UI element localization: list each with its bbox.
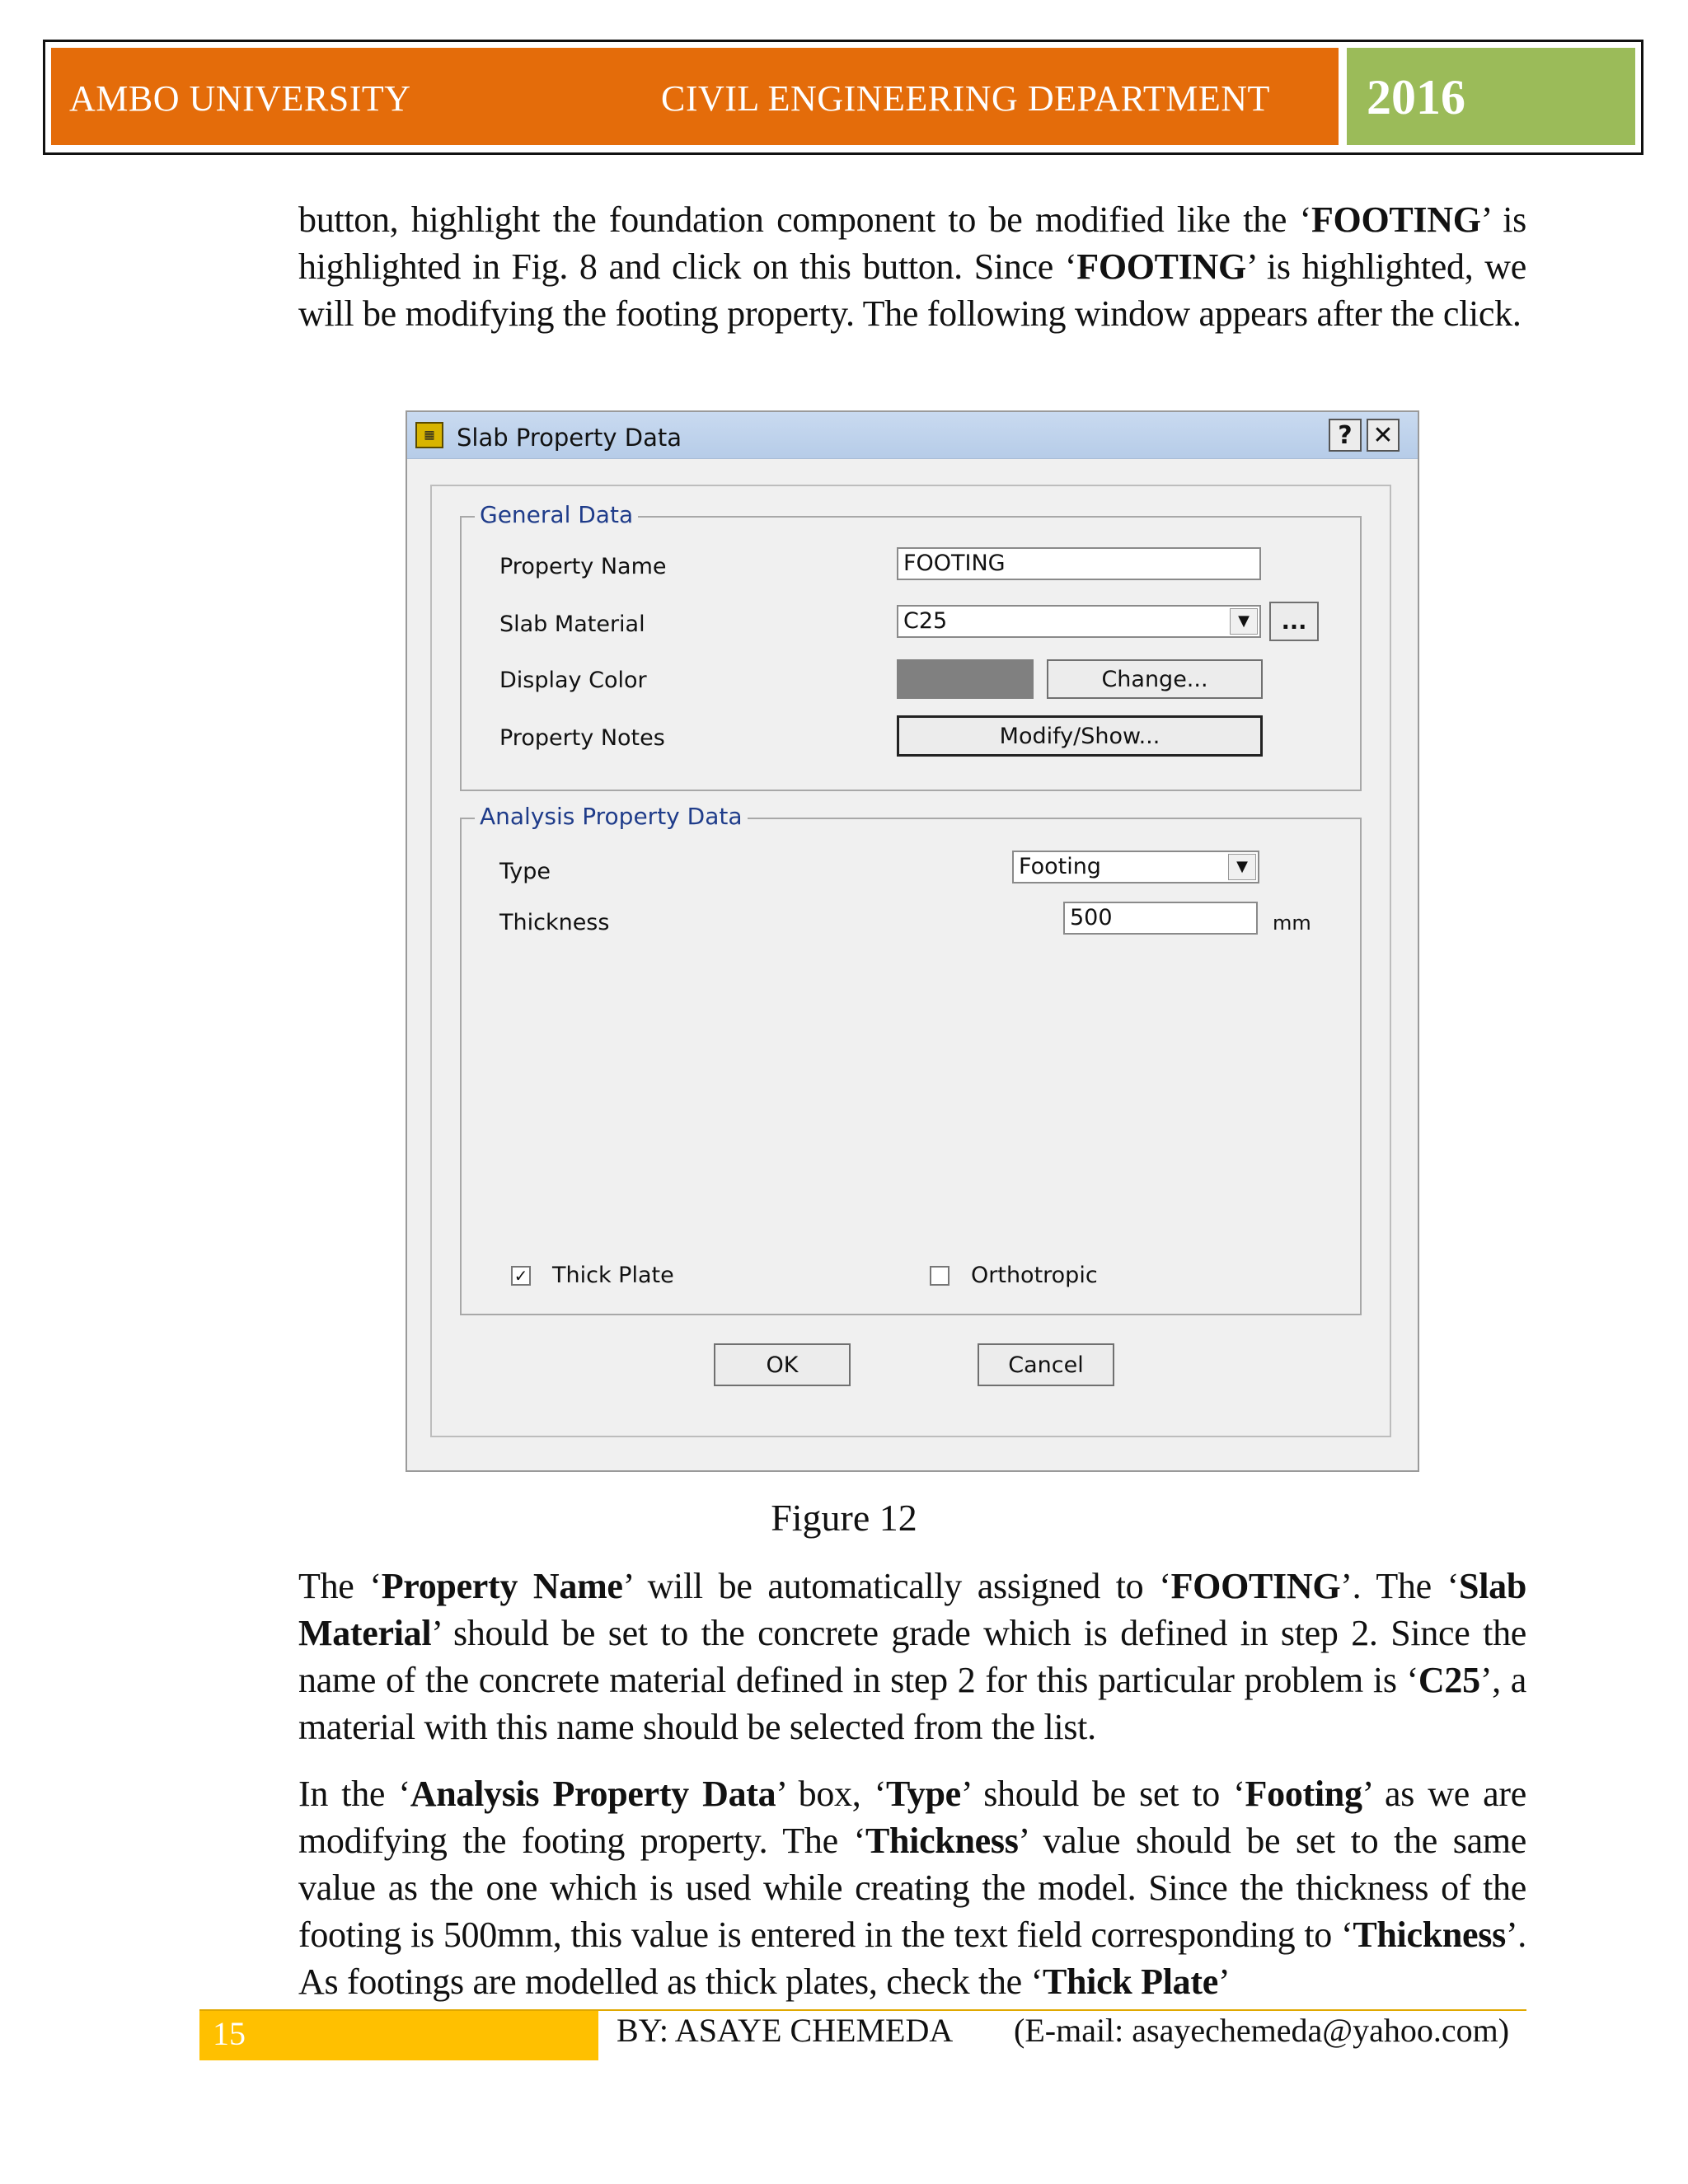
cancel-button[interactable]: Cancel	[978, 1343, 1114, 1386]
header-department: CIVIL ENGINEERING DEPARTMENT	[661, 78, 1270, 119]
dialog-content	[430, 485, 1391, 1437]
app-icon: ▦	[415, 422, 443, 448]
display-color-label: Display Color	[499, 668, 647, 693]
thickness-input[interactable]: 500	[1063, 902, 1258, 935]
chevron-down-icon[interactable]: ▼	[1228, 854, 1256, 880]
analysis-paragraph: In the ‘Analysis Property Data’ box, ‘Type’ should be set to ‘Footing’ as we are modifying the footing property. The ‘Thickness’ value should be set to the same value as the one which is used while creating the model. Since the thickness of the footing is 500mm, this value is entered in the text field corresponding to ‘Thickness’. As footings are modelled as thick plates, check the ‘Thick Plate’	[298, 1774, 1526, 2002]
footer-email: (E-mail: asayechemeda@yahoo.com)	[1014, 2012, 1510, 2049]
thickness-unit: mm	[1273, 912, 1311, 935]
thick-plate-label: Thick Plate	[552, 1263, 674, 1288]
change-color-button[interactable]: Change...	[1047, 659, 1263, 699]
footer-author: BY: ASAYE CHEMEDA	[617, 2012, 954, 2049]
thickness-label: Thickness	[499, 910, 610, 935]
general-data-legend: General Data	[475, 501, 638, 528]
ok-button[interactable]: OK	[714, 1343, 851, 1386]
slab-material-select[interactable]	[897, 605, 1261, 638]
slab-material-label: Slab Material	[499, 612, 645, 637]
header-year-box	[1347, 48, 1635, 145]
property-name-label: Property Name	[499, 554, 667, 579]
general-data-group	[460, 501, 1362, 791]
chevron-down-icon[interactable]: ▼	[1230, 608, 1258, 635]
close-button[interactable]: ✕	[1367, 419, 1400, 452]
type-value: Footing	[1019, 854, 1101, 879]
property-name-input[interactable]: FOOTING	[897, 547, 1261, 580]
analysis-data-group	[460, 803, 1362, 1315]
header-year: 2016	[1367, 70, 1465, 124]
analysis-data-legend: Analysis Property Data	[475, 803, 748, 830]
dialog-title: Slab Property Data	[457, 424, 682, 452]
figure-caption: Figure 12	[771, 1497, 917, 1539]
slab-property-dialog	[406, 410, 1419, 1472]
slab-material-value: C25	[903, 608, 948, 634]
orthotropic-label: Orthotropic	[971, 1263, 1098, 1288]
help-button[interactable]: ?	[1329, 419, 1362, 452]
intro-paragraph: button, highlight the foundation component to be modified like the ‘FOOTING’ is highlighted in Fig. 8 and click on this button. Since ‘FOOTING’ is highlighted, we will be modifying the footing property. The following window appears after the click.	[298, 199, 1526, 334]
property-notes-label: Property Notes	[499, 725, 665, 751]
dialog-titlebar[interactable]	[407, 412, 1418, 459]
type-select[interactable]	[1012, 851, 1259, 883]
type-label: Type	[499, 859, 551, 884]
modify-show-button[interactable]: Modify/Show...	[897, 715, 1263, 757]
header-banner	[51, 48, 1339, 145]
orthotropic-checkbox[interactable]	[930, 1266, 950, 1286]
thick-plate-checkbox[interactable]: ✓	[511, 1266, 531, 1286]
header-university: AMBO UNIVERSITY	[69, 78, 411, 119]
material-more-button[interactable]: ...	[1269, 602, 1319, 641]
property-paragraph: The ‘Property Name’ will be automatically assigned to ‘FOOTING’. The ‘Slab Material’ should be set to the concrete grade which is defined in step 2. Since the name of the concrete material defined in step 2 for this particular problem is ‘C25’, a material with this name should be selected from the list.	[298, 1566, 1527, 1747]
page-number: 15	[199, 2011, 598, 2060]
display-color-swatch	[897, 659, 1034, 699]
